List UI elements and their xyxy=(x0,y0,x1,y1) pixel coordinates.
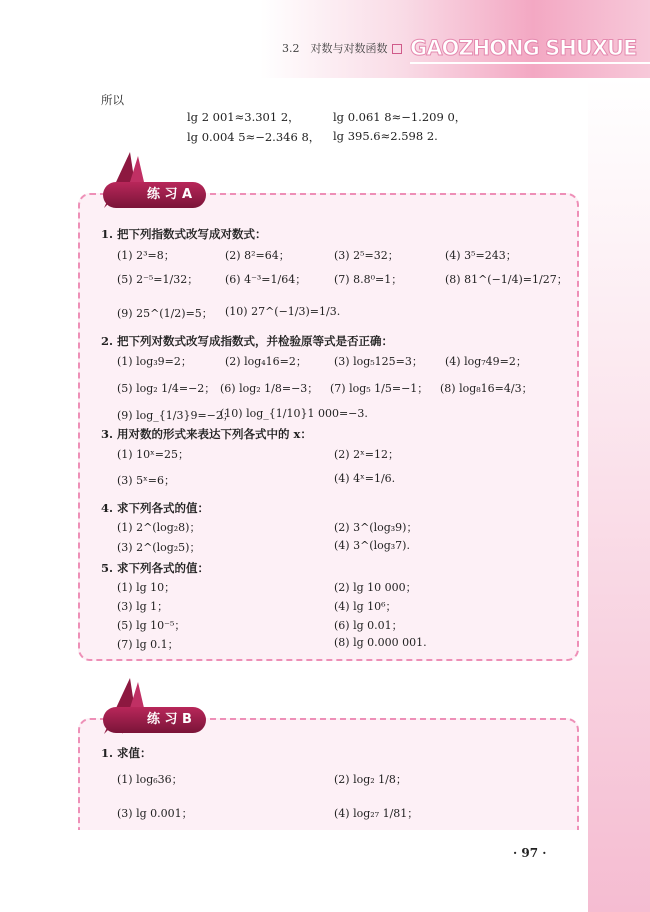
exA-q1-item: (9) 25^(1/2)=5； xyxy=(117,307,213,320)
exercise-a-badge: 练 习 A xyxy=(103,182,206,208)
exA-q1-item: (6) 4⁻³=1/64； xyxy=(225,273,307,286)
exA-q3-item: (1) 10ˣ=25； xyxy=(117,448,189,461)
intro-lead: 所以 xyxy=(101,93,124,107)
exB-q1-item: (1) log₆36； xyxy=(117,773,183,786)
exA-q2-item: (1) log₃9=2； xyxy=(117,355,192,368)
exA-q1-item: (3) 2⁵=32； xyxy=(334,249,399,262)
exA-q1-item: (4) 3⁵=243； xyxy=(445,249,517,262)
exB-q1-item: (2) log₂ 1/8； xyxy=(334,773,407,786)
intro-line1a: lg 2 001≈3.301 2， xyxy=(187,110,300,124)
exA-q1-item: (1) 2³=8； xyxy=(117,249,175,262)
exB-q1-item: (3) lg 0.001； xyxy=(117,807,193,820)
exA-q1-item: (5) 2⁻⁵=1/32； xyxy=(117,273,199,286)
exA-q4-item: (1) 2^(log₂8)； xyxy=(117,521,201,534)
exA-q1-item: (2) 8²=64； xyxy=(225,249,290,262)
intro-line1b: lg 0.061 8≈−1.209 0， xyxy=(333,110,467,124)
exA-q2-item: (6) log₂ 1/8=−3； xyxy=(220,382,319,395)
exA-q2-item: (2) log₄16=2； xyxy=(225,355,307,368)
exA-q4-item: (3) 2^(log₂5)； xyxy=(117,541,201,554)
exA-q5-item: (4) lg 10⁶； xyxy=(334,600,397,613)
header-divider xyxy=(410,62,650,64)
exA-q4-title: 4. 求下列各式的值： xyxy=(101,501,210,515)
exA-q2-item: (10) log_{1/10}1 000=−3. xyxy=(220,407,368,420)
intro-line2b: lg 395.6≈2.598 2. xyxy=(333,129,438,143)
exA-q1-title: 1. 把下列指数式改写成对数式： xyxy=(101,227,267,241)
exA-q2-item: (9) log_{1/3}9=−2； xyxy=(117,409,234,422)
exA-q5-item: (2) lg 10 000； xyxy=(334,581,417,594)
exA-q5-item: (7) lg 0.1； xyxy=(117,638,179,651)
side-band xyxy=(588,78,650,912)
exA-q5-title: 5. 求下列各式的值： xyxy=(101,561,210,575)
exA-q3-item: (3) 5ˣ=6； xyxy=(117,474,175,487)
exA-q2-item: (3) log₅125=3； xyxy=(334,355,423,368)
exA-q4-item: (4) 3^(log₃7). xyxy=(334,539,410,552)
exB-q1-item: (4) log₂₇ 1/81； xyxy=(334,807,419,820)
exA-q1-item: (10) 27^(−1/3)=1/3. xyxy=(225,305,341,318)
exA-q1-item: (7) 8.8⁰=1； xyxy=(334,273,403,286)
exA-q3-item: (2) 2ˣ=12； xyxy=(334,448,399,461)
exA-q2-item: (5) log₂ 1/4=−2； xyxy=(117,382,216,395)
exA-q1-item: (8) 81^(−1/4)=1/27； xyxy=(445,273,568,286)
exA-q5-item: (3) lg 1； xyxy=(117,600,169,613)
exA-q2-title: 2. 把下列对数式改写成指数式，并检验原等式是否正确： xyxy=(101,334,394,348)
exA-q3-title: 3. 用对数的形式来表达下列各式中的 x： xyxy=(101,427,312,441)
header-square-icon xyxy=(392,44,402,54)
header-section-title xyxy=(282,40,402,56)
exA-q2-item: (4) log₇49=2； xyxy=(445,355,527,368)
exB-q1-title: 1. 求值： xyxy=(101,746,152,760)
header-logo: GAOZHONG SHUXUE xyxy=(410,36,637,60)
exA-q2-item: (7) log₅ 1/5=−1； xyxy=(330,382,429,395)
exA-q2-item: (8) log₈16=4/3； xyxy=(440,382,533,395)
header-section-text: 3.2 对数与对数函数 xyxy=(282,42,388,55)
exercise-b-badge: 练 习 B xyxy=(103,707,206,733)
exA-q3-item: (4) 4ˣ=1/6. xyxy=(334,472,396,485)
intro-line2a: lg 0.004 5≈−2.346 8， xyxy=(187,130,321,144)
exA-q5-item: (8) lg 0.000 001. xyxy=(334,636,427,649)
exA-q4-item: (2) 3^(log₃9)； xyxy=(334,521,418,534)
exA-q5-item: (5) lg 10⁻⁵； xyxy=(117,619,186,632)
exA-q5-item: (1) lg 10； xyxy=(117,581,176,594)
page-number: · 97 · xyxy=(513,846,547,860)
exA-q5-item: (6) lg 0.01； xyxy=(334,619,403,632)
